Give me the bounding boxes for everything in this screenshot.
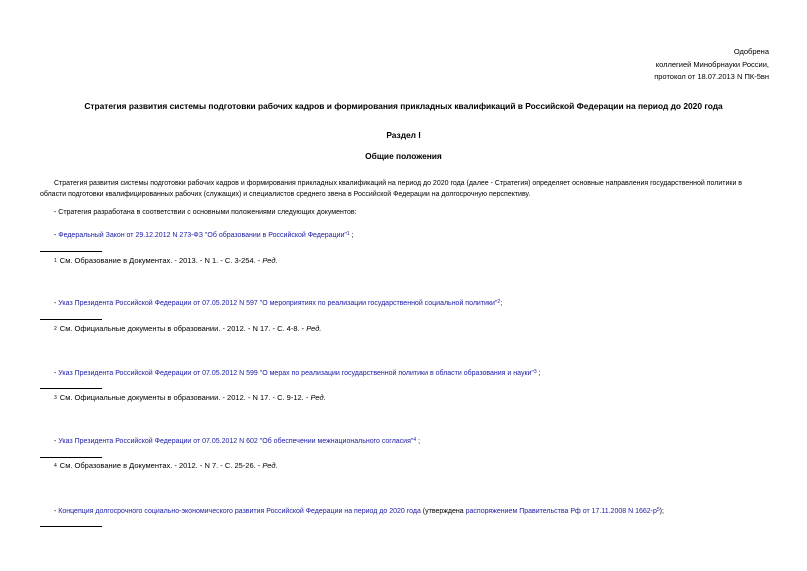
approval-line-3: протокол от 18.07.2013 N ПК-5вн	[654, 72, 769, 81]
footnote-ref-3[interactable]: 3	[533, 369, 537, 375]
document-link-4[interactable]: Указ Президента Российской Федерации от 07.05.2012 N 602 "Об обеспечении межнационального согласия"	[58, 438, 414, 445]
footnote-separator	[40, 319, 102, 320]
footnote-ed: Ред.	[310, 393, 326, 402]
footnote-ref-2[interactable]: 2	[497, 299, 501, 305]
footnote-separator	[40, 251, 102, 252]
item-prefix: -	[54, 232, 59, 239]
item-prefix: -	[54, 370, 59, 377]
footnote-separator	[40, 388, 102, 389]
footnote-mark-3: 3	[54, 395, 57, 401]
footnote-mark-4: 4	[54, 463, 57, 469]
item-prefix: -	[54, 508, 59, 515]
approval-line-1: Одобрена	[733, 47, 769, 56]
basis-line: - Стратегия разработана в соответствии с основными положениями следующих документов:	[54, 209, 357, 216]
footnote-3	[54, 393, 326, 402]
footnote-ref-5[interactable]: 5	[656, 507, 660, 513]
footnote-4	[54, 461, 278, 470]
document-link-1[interactable]: Федеральный Закон от 29.12.2012 N 273-ФЗ "Об образовании в Российской Федерации"	[58, 232, 347, 239]
item-middle: (утверждена	[420, 508, 466, 515]
footnote-separator	[40, 526, 102, 527]
approval-line-2: коллегией Минобрнауки России,	[655, 59, 769, 69]
intro-paragraph: Стратегия развития системы подготовки рабочих кадров и формирования прикладных квалификаций на период до 2020 года (далее - Стратегия) определяет основные направления государственной политики в области подготовки квалифицированных рабочих (служащих) и специалистов среднего звена в Российской Федерации на долгосрочную перспективу.	[40, 180, 743, 198]
footnote-1	[54, 256, 278, 265]
approval-block	[654, 46, 769, 84]
footnote-separator	[40, 457, 102, 458]
item-prefix: -	[54, 438, 59, 445]
document-item-3	[54, 369, 541, 377]
item-suffix: ;	[349, 232, 354, 239]
footnote-2	[54, 324, 322, 333]
footnote-mark-1: 1	[54, 258, 57, 264]
footnote-ref-1[interactable]: 1	[346, 231, 350, 237]
document-item-5	[54, 507, 664, 515]
document-item-2	[54, 299, 502, 307]
document-title: Стратегия развития системы подготовки рабочих кадров и формирования прикладных квалификаций в Российской Федерации на период до 2020 года	[84, 101, 723, 111]
item-suffix: ;	[500, 300, 503, 307]
section-name: Общие положения	[365, 151, 442, 161]
footnote-ed: Ред.	[262, 256, 278, 265]
item-prefix: -	[54, 300, 59, 307]
document-item-4	[54, 437, 420, 445]
footnote-text: См. Образование в Документах. - 2012. - N 7. - С. 25-26. -	[59, 461, 263, 470]
footnote-ed: Ред.	[262, 461, 278, 470]
footnote-text: См. Образование в Документах. - 2013. - N 1. - С. 3-254. -	[59, 256, 263, 265]
document-link-5[interactable]: Концепция долгосрочного социально-экономического развития Российской Федерации на период до 2020 года	[58, 508, 421, 515]
document-link-3[interactable]: Указ Президента Российской Федерации от 07.05.2012 N 599 "О мерах по реализации государственной политики в области образования и науки"	[58, 370, 534, 377]
document-link-5b[interactable]: распоряжением Правительства Рф от 17.11.2008 N 1662-р	[465, 508, 657, 515]
item-suffix: ;	[536, 370, 541, 377]
document-item-1	[54, 231, 354, 239]
footnote-mark-2: 2	[54, 326, 57, 332]
document-link-2[interactable]: Указ Президента Российской Федерации от 07.05.2012 N 597 "О мероприятиях по реализации государственной социальной политики"	[58, 300, 498, 307]
section-number: Раздел I	[386, 130, 421, 140]
item-suffix: ;	[416, 438, 421, 445]
item-suffix: );	[659, 508, 664, 515]
footnote-text: См. Официальные документы в образовании. - 2012. - N 17. - С. 9-12. -	[59, 393, 311, 402]
footnote-ref-4[interactable]: 4	[413, 437, 417, 443]
footnote-text: См. Официальные документы в образовании. - 2012. - N 17. - С. 4-8. -	[59, 324, 307, 333]
footnote-ed: Ред.	[306, 324, 322, 333]
